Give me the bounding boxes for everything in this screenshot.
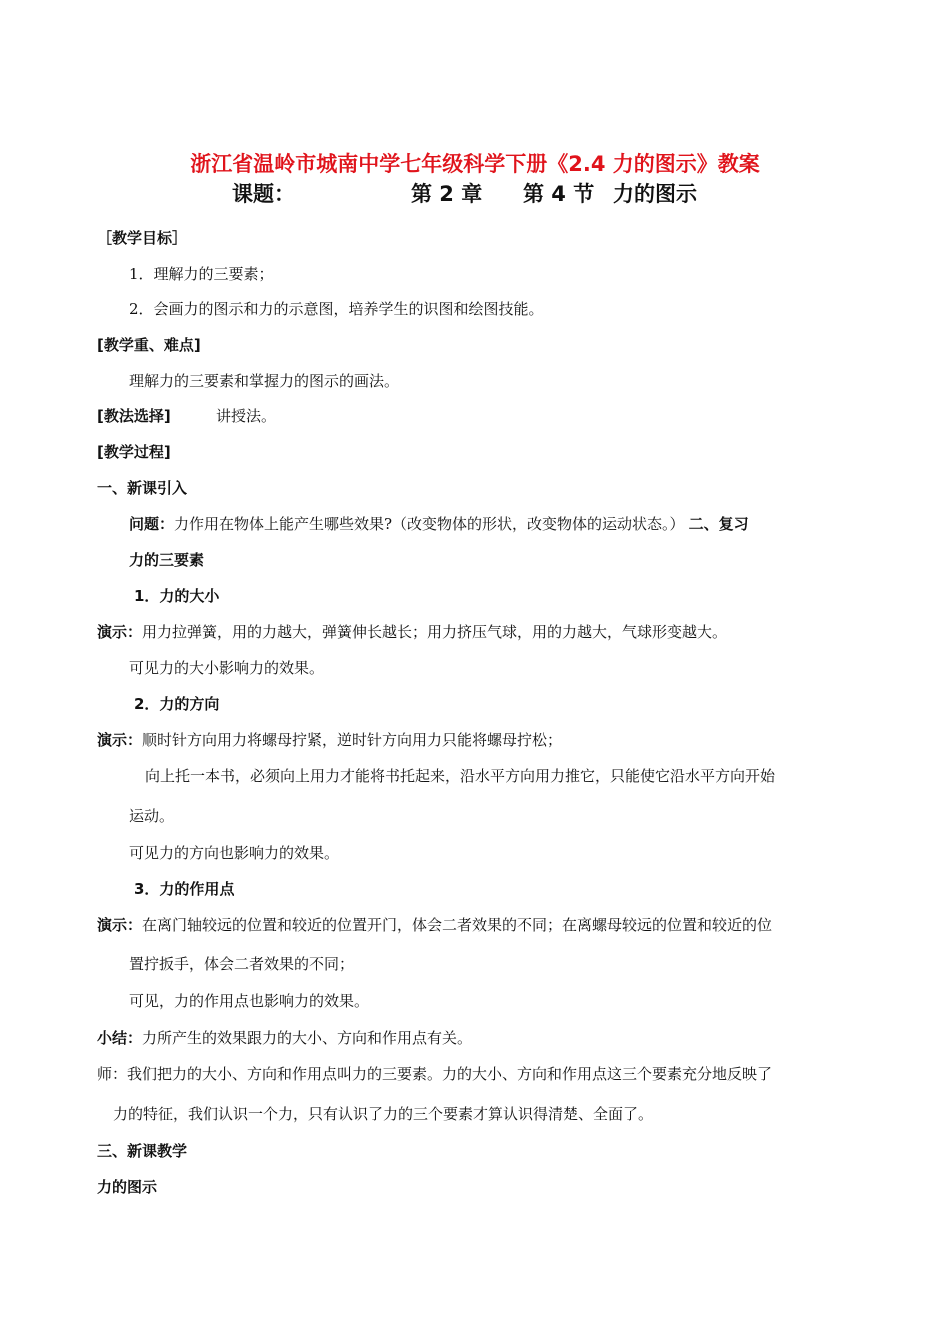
magnitude-demo	[97, 622, 727, 642]
subtitle-label: 课题：	[232, 182, 295, 206]
magnitude-heading: 1．力的大小	[134, 587, 220, 605]
direction-demo-text-3: 运动。	[129, 807, 175, 825]
key-points-text: 理解力的三要素和掌握力的图示的画法。	[129, 372, 400, 390]
demo-label: 演示：	[97, 731, 143, 749]
summary-text: 力所产生的效果跟力的大小、方向和作用点有关。	[142, 1029, 473, 1047]
part1-heading: 一、新课引入	[97, 479, 188, 497]
point-demo-text-2: 置拧扳手，体会二者效果的不同；	[129, 955, 355, 973]
objective-item: 2．会画力的图示和力的示意图，培养学生的识图和绘图技能。	[129, 300, 544, 318]
subtitle-chapter: 第 2 章	[411, 182, 483, 206]
direction-demo-text-2: 向上托一本书，必须向上用力才能将书托起来，沿水平方向用力推它，只能使它沿水平方向开始	[145, 767, 776, 785]
teacher-text: 师：我们把力的大小、方向和作用点叫力的三要素。力的大小、方向和作用点这三个要素充分地反映了	[97, 1065, 773, 1083]
part3-subheading: 力的图示	[97, 1178, 158, 1196]
part3-heading: 三、新课教学	[97, 1142, 188, 1160]
direction-conclusion: 可见力的方向也影响力的效果。	[129, 844, 340, 862]
document-title: 浙江省温岭市城南中学七年级科学下册《2.4 力的图示》教案	[190, 152, 760, 176]
teacher-text-2: 力的特征，我们认识一个力，只有认识了力的三个要素才算认识得清楚、全面了。	[113, 1105, 654, 1123]
point-heading: 3．力的作用点	[134, 880, 235, 898]
point-demo	[97, 915, 772, 935]
direction-demo	[97, 730, 562, 750]
subtitle-section: 第 4 节	[523, 182, 595, 206]
direction-heading: 2．力的方向	[134, 695, 220, 713]
method-text: 讲授法。	[216, 407, 277, 425]
point-conclusion: 可见，力的作用点也影响力的效果。	[129, 992, 370, 1010]
key-points-heading: [教学重、难点]	[97, 336, 201, 354]
question-label: 问题：	[129, 515, 175, 533]
part2-heading: 二、复习	[688, 515, 749, 533]
process-heading: [教学过程]	[97, 443, 171, 461]
demo-label: 演示：	[97, 623, 143, 641]
summary-line	[97, 1028, 472, 1048]
demo-label: 演示：	[97, 916, 143, 934]
demo-text: 顺时针方向用力将螺母拧紧，逆时针方向用力只能将螺母拧松；	[142, 731, 563, 749]
objective-item: 1．理解力的三要素；	[129, 265, 274, 283]
subtitle-topic: 力的图示	[613, 182, 697, 206]
demo-text: 用力拉弹簧，用的力越大，弹簧伸长越长；用力挤压气球，用的力越大，气球形变越大。	[142, 623, 728, 641]
summary-label: 小结：	[97, 1029, 143, 1047]
three-elements-heading: 力的三要素	[129, 551, 205, 569]
demo-text: 在离门轴较远的位置和较近的位置开门，体会二者效果的不同；在离螺母较远的位置和较近的位	[142, 916, 773, 934]
objectives-heading: ［教学目标］	[97, 229, 188, 247]
question-text: 力作用在物体上能产生哪些效果?（改变物体的形状，改变物体的运动状态。）	[174, 515, 685, 533]
method-heading: [教法选择]	[97, 407, 171, 425]
magnitude-conclusion: 可见力的大小影响力的效果。	[129, 659, 325, 677]
question-line	[129, 514, 749, 534]
